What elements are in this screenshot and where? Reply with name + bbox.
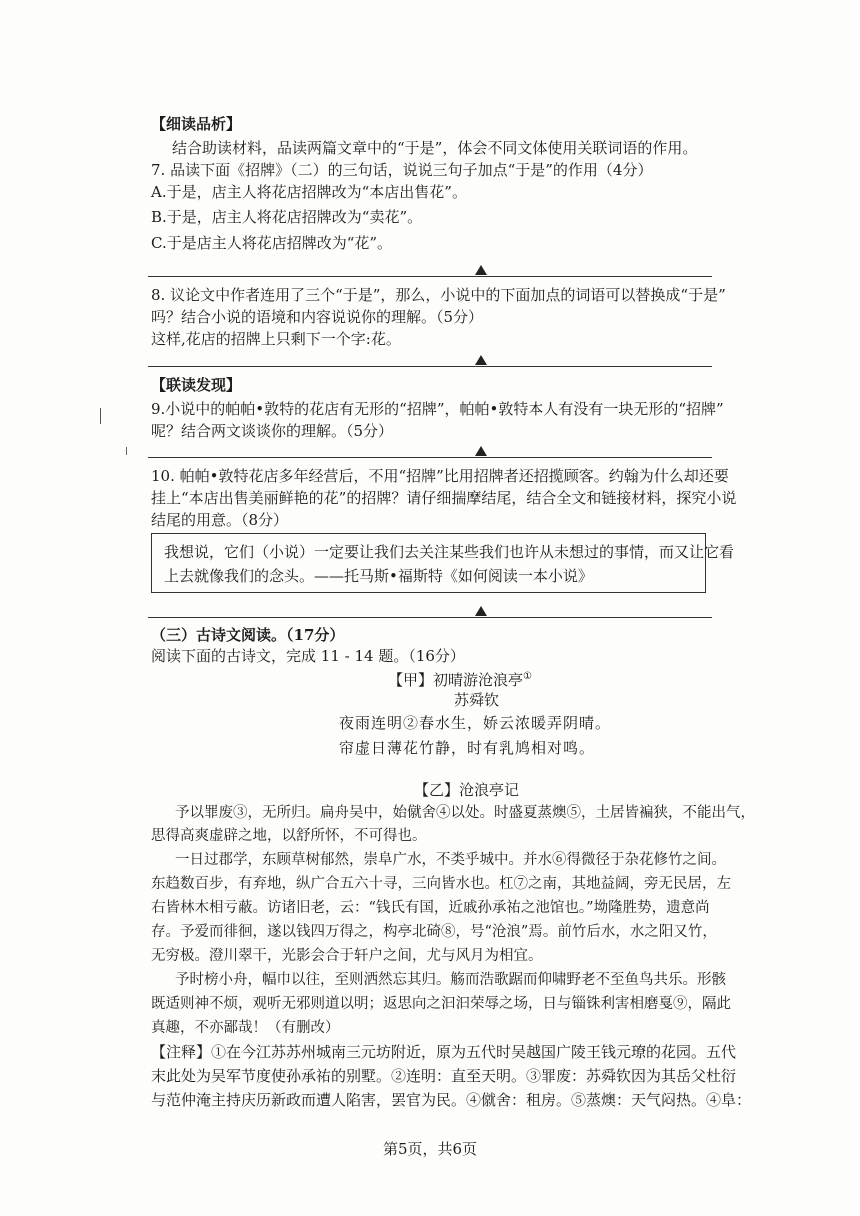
- part-3-heading: （三）古诗文阅读。（17分）: [151, 626, 345, 644]
- link-material-line-2: 上去就像我们的念头。——托马斯•福斯特《如何阅读一本小说》: [164, 567, 593, 585]
- question-10-line-2: 挂上“本店出售美丽鲜艳的花”的招牌？请仔细揣摩结尾，结合全文和链接材料，探究小说: [151, 489, 737, 507]
- link-material-line-1: 我想说，它们（小说）一定要让我们去关注某些我们也许从未想过的事情，而又让它看: [164, 543, 735, 561]
- question-7-option-c: C.于是店主人将花店招牌改为“花”。: [151, 234, 393, 252]
- prose-line: 既适则神不烦，观听无邪则道以明；返思向之汩汩荣辱之场，日与锱铢利害相磨戛⑨，隔此: [151, 996, 731, 1012]
- notes-line-3: 与范仲淹主持庆历新政而遭人陷害，罢官为民。④僦舍：租房。⑤蒸燠：天气闷热。④阜：: [151, 1091, 752, 1109]
- question-10-line-3: 结尾的用意。（8分）: [151, 511, 289, 529]
- question-7-stem: 7. 品读下面《招牌》（二）的三句话，说说三句子加点“于是”的作用（4分）: [151, 161, 653, 179]
- section-heading-joint-reading: 【联读发现】: [151, 376, 242, 394]
- prose-line: 思得高爽虚辟之地，以舒所怀，不可得也。: [151, 828, 427, 844]
- prose-line: 存。予爱而徘徊，遂以钱四万得之，构亭北碕⑧，号“沧浪”焉。前竹后水，水之阳又竹，: [151, 924, 717, 940]
- page-footer: 第5页，共6页: [382, 1140, 478, 1158]
- poem-line-2: 帘虚日薄花竹静，时有乳鸠相对鸣。: [339, 739, 596, 757]
- question-7-option-a: A.于是，店主人将花店招牌改为“本店出售花”。: [151, 183, 467, 201]
- poem-author: 苏舜钦: [454, 691, 500, 709]
- prose-line: 无穷极。澄川翠干，光影会合于轩户之间，尤与风月为相宜。: [151, 948, 543, 964]
- answer-line-q8: [148, 366, 712, 367]
- poem-note-mark: ①: [523, 671, 532, 682]
- question-9-line-2: 呢？结合两文谈谈你的理解。（5分）: [151, 422, 394, 440]
- prose-line: 予时榜小舟，幅巾以往，至则洒然忘其归。觞而浩歌踞而仰啸野老不至鱼鸟共乐。形骸: [175, 972, 726, 988]
- answer-line-q7: [148, 276, 712, 277]
- notes-line-1: 【注释】①在今江苏苏州城南三元坊附近，原为五代时吴越国广陵王钱元璙的花园。五代: [151, 1043, 737, 1061]
- prose-line: 一日过郡学，东顾草树郁然，崇阜广水，不类乎城中。并水⑥得微径于杂花修竹之间。: [175, 852, 726, 868]
- part-3-instruction: 阅读下面的古诗文，完成 11 - 14 题。（16分）: [151, 647, 465, 665]
- scan-mark: [126, 447, 128, 455]
- prose-line: 真趣，不亦鄙哉！（有删改）: [151, 1020, 340, 1036]
- close-reading-intro: 结合助读材料，品读两篇文章中的“于是”，体会不同文体使用关联词语的作用。: [172, 139, 698, 157]
- triangle-marker-icon: [475, 446, 487, 456]
- triangle-marker-icon: [475, 606, 487, 616]
- answer-line-q9: [148, 457, 712, 458]
- link-material-box: [151, 533, 735, 593]
- question-8-line-1: 8. 议论文中作者连用了三个“于是”，那么，小说中的下面加点的词语可以替换成“于是”: [151, 286, 726, 304]
- poem-line-1: 夜雨连明②春水生，娇云浓暖弄阴晴。: [339, 714, 612, 732]
- scan-mark: [100, 408, 102, 424]
- prose-line: 东趋数百步，有弃地，纵广合五六十寻，三向皆水也。杠⑦之南，其地益阔，旁无民居，左: [151, 876, 731, 892]
- prose-title: 【乙】沧浪亭记: [414, 781, 520, 799]
- triangle-marker-icon: [475, 355, 487, 365]
- question-10-line-1: 10. 帕帕•敦特花店多年经营后，不用“招牌”比用招牌者还招揽顾客。约翰为什么却还要: [151, 467, 729, 485]
- poem-title-text: 【甲】初晴游沧浪亭: [388, 671, 524, 689]
- question-9-line-1: 9.小说中的帕帕•敦特的花店有无形的“招牌”，帕帕•敦特本人有没有一块无形的“招牌”: [151, 400, 724, 418]
- poem-title: [388, 667, 532, 690]
- answer-line-q10: [148, 617, 712, 618]
- prose-line: 右皆林木相亏蔽。访诸旧老，云：“钱氏有国，近戚孙承祐之池馆也。”坳隆胜势，遗意尚: [151, 900, 710, 916]
- question-7-option-b: B.于是，店主人将花店招牌改为“卖花”。: [151, 208, 423, 226]
- prose-line: 予以罪废③，无所归。扁舟吴中，始僦舍④以处。时盛夏蒸燠⑤，土居皆褊狭，不能出气，: [175, 805, 755, 821]
- notes-line-2: 末此处为吴军节度使孙承祐的别墅。②连明：直至天明。③罪废：苏舜钦因为其岳父杜衍: [151, 1067, 737, 1085]
- section-heading-close-reading: 【细读品析】: [151, 115, 242, 133]
- question-8-quote: 这样,花店的招牌上只剩下一个字:花。: [151, 330, 401, 348]
- triangle-marker-icon: [475, 265, 487, 275]
- question-8-line-2: 吗？结合小说的语境和内容说说你的理解。（5分）: [151, 308, 484, 326]
